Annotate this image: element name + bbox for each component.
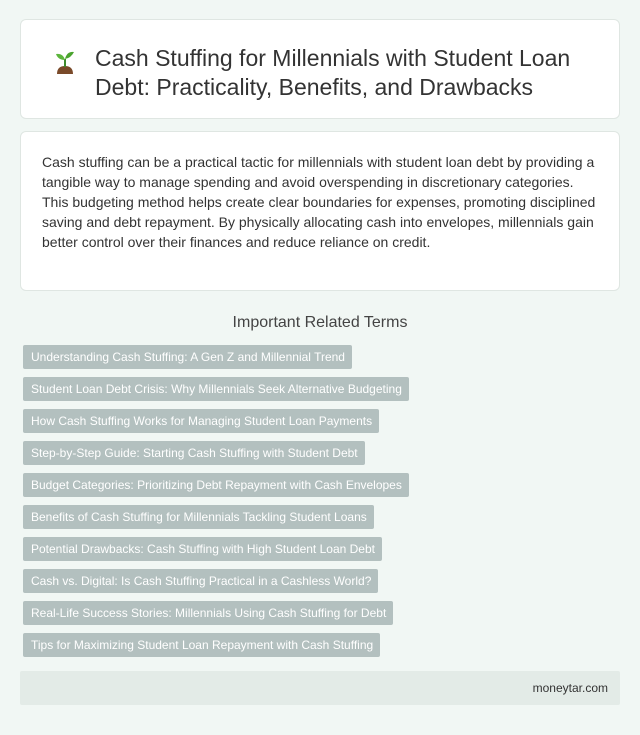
summary-text: Cash stuffing can be a practical tactic for millennials with student loan debt by providing a tangible way to manage spending and avoid overspending in discretionary categories. This budgeting method helps create clear boundaries for expenses, promoting disciplined saving and debt repayment. By physically allocating cash into envelopes, millennials gain better control over their finances and reduce reliance on credit. [42,154,596,250]
footer [20,671,620,705]
related-term-link[interactable]: Understanding Cash Stuffing: A Gen Z and Millennial Trend [23,345,352,369]
related-term-link[interactable]: Real-Life Success Stories: Millennials Using Cash Stuffing for Debt [23,601,393,625]
related-term-link[interactable]: Tips for Maximizing Student Loan Repayment with Cash Stuffing [23,633,380,657]
related-term-link[interactable]: Student Loan Debt Crisis: Why Millennials Seek Alternative Budgeting [23,377,409,401]
related-term-link[interactable]: Cash vs. Digital: Is Cash Stuffing Practical in a Cashless World? [23,569,378,593]
seedling-icon [49,46,81,78]
related-term-link[interactable]: Step-by-Step Guide: Starting Cash Stuffing with Student Debt [23,441,365,465]
related-terms-list [20,345,620,665]
related-term-link[interactable]: Potential Drawbacks: Cash Stuffing with High Student Loan Debt [23,537,382,561]
related-term-link[interactable]: How Cash Stuffing Works for Managing Student Loan Payments [23,409,379,433]
summary-card [20,131,620,291]
footer-site-name: moneytar.com [532,681,608,695]
title-card [20,19,620,119]
related-term-link[interactable]: Benefits of Cash Stuffing for Millennials Tackling Student Loans [23,505,374,529]
related-terms-heading: Important Related Terms [232,314,408,331]
page-title: Cash Stuffing for Millennials with Student Loan Debt: Practicality, Benefits, and Drawbacks [95,45,571,100]
related-term-link[interactable]: Budget Categories: Prioritizing Debt Repayment with Cash Envelopes [23,473,409,497]
